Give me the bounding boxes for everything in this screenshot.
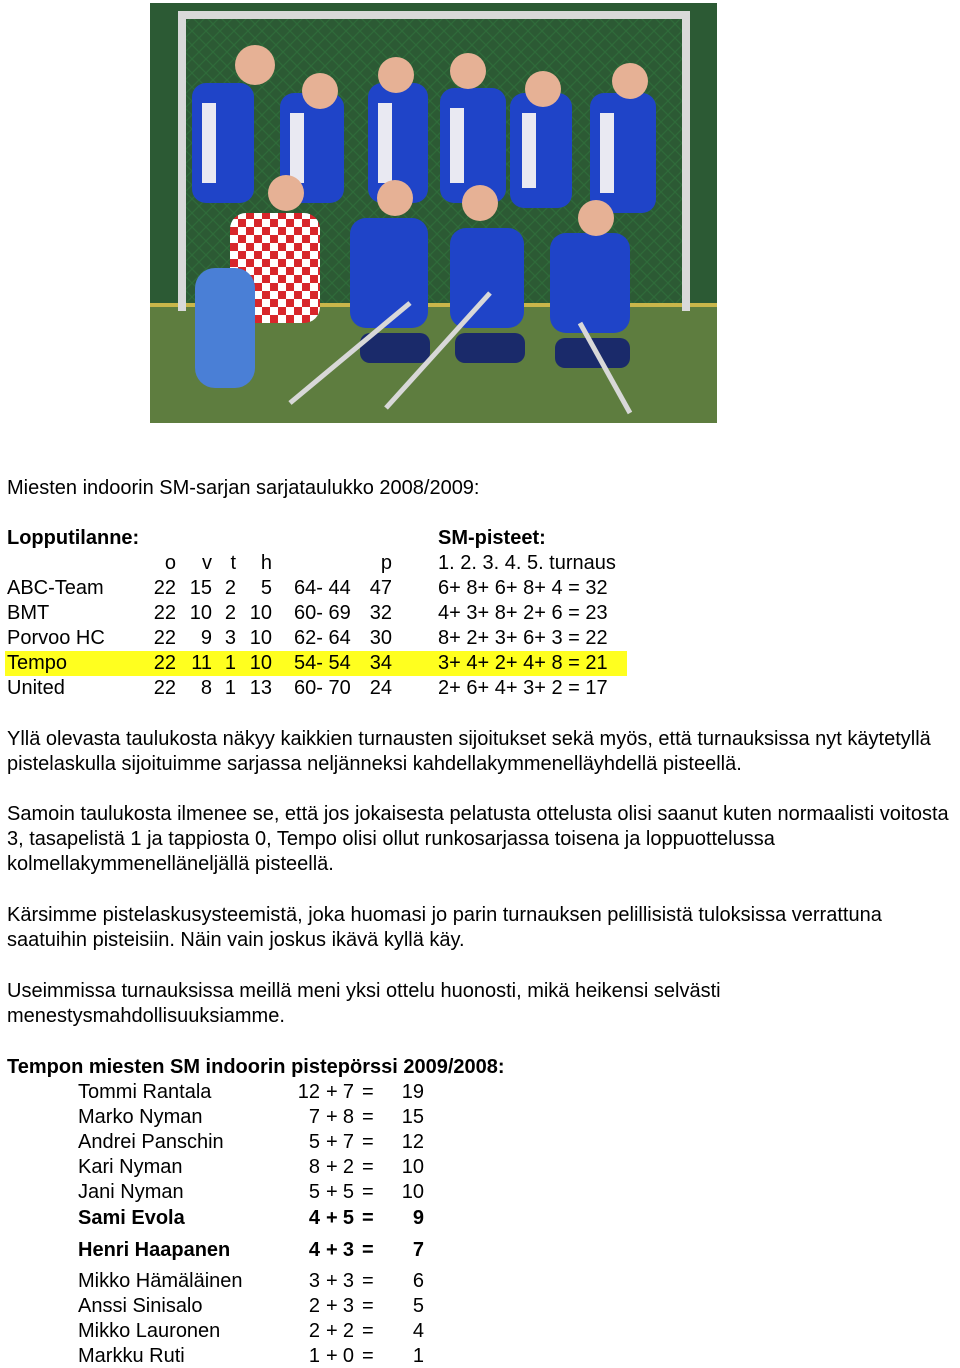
assists-value: 5: [342, 1207, 354, 1229]
assists-value: 3: [342, 1295, 354, 1317]
scorer-name: Kari Nyman: [78, 1156, 183, 1178]
plus-sign: +: [326, 1156, 338, 1178]
scorer-name: Marko Nyman: [78, 1106, 203, 1128]
plus-sign: +: [326, 1320, 338, 1342]
goals-value: 12: [297, 1081, 320, 1103]
equals-sign: =: [362, 1320, 374, 1342]
scorer-name: Tommi Rantala: [78, 1081, 212, 1103]
equals-sign: =: [362, 1239, 374, 1261]
sm-points: 8+ 2+ 3+ 6+ 3 = 22: [438, 627, 608, 649]
assists-value: 2: [342, 1320, 354, 1342]
scorer-name: Mikko Hämäläinen: [78, 1270, 243, 1292]
losses: 10: [249, 627, 272, 649]
points: 34: [369, 652, 392, 674]
goals-value: 1: [308, 1345, 320, 1367]
total-value: 10: [401, 1181, 424, 1203]
team-name: United: [7, 677, 65, 699]
equals-sign: =: [362, 1181, 374, 1203]
draws: 3: [224, 627, 236, 649]
scorer-name: Henri Haapanen: [78, 1239, 231, 1261]
goals-value: 8: [308, 1156, 320, 1178]
team-name: Porvoo HC: [7, 627, 105, 649]
total-value: 6: [412, 1270, 424, 1292]
wins: 9: [200, 627, 212, 649]
plus-sign: +: [326, 1106, 338, 1128]
losses: 13: [249, 677, 272, 699]
assists-value: 3: [342, 1270, 354, 1292]
plus-sign: +: [326, 1131, 338, 1153]
equals-sign: =: [362, 1106, 374, 1128]
assists-value: 8: [342, 1106, 354, 1128]
losses: 10: [249, 602, 272, 624]
team-name: BMT: [7, 602, 50, 624]
total-value: 1: [412, 1345, 424, 1367]
team-name: Tempo: [7, 652, 68, 674]
scorer-name: Sami Evola: [78, 1207, 185, 1229]
draws: 2: [224, 602, 236, 624]
played: 22: [153, 677, 176, 699]
goals: 62- 64: [294, 627, 351, 649]
column-header-t: t: [230, 552, 236, 574]
equals-sign: =: [362, 1295, 374, 1317]
total-value: 9: [412, 1207, 424, 1229]
plus-sign: +: [326, 1270, 338, 1292]
goals-value: 5: [308, 1131, 320, 1153]
points: 47: [369, 577, 392, 599]
plus-sign: +: [326, 1181, 338, 1203]
column-header-o: o: [164, 552, 176, 574]
assists-value: 7: [342, 1081, 354, 1103]
scorer-name: Mikko Lauronen: [78, 1320, 221, 1342]
assists-value: 5: [342, 1181, 354, 1203]
goals-value: 2: [308, 1320, 320, 1342]
goals: 60- 69: [294, 602, 351, 624]
goals-value: 3: [308, 1270, 320, 1292]
equals-sign: =: [362, 1207, 374, 1229]
sm-points: 2+ 6+ 4+ 3+ 2 = 17: [438, 677, 608, 699]
plus-sign: +: [326, 1345, 338, 1367]
team-photo-illustration: [150, 3, 717, 423]
assists-value: 2: [342, 1156, 354, 1178]
sm-points: 4+ 3+ 8+ 2+ 6 = 23: [438, 602, 608, 624]
played: 22: [153, 627, 176, 649]
total-value: 15: [401, 1106, 424, 1128]
column-header-p: p: [380, 552, 392, 574]
wins: 15: [189, 577, 212, 599]
page-title: Miesten indoorin SM-sarjan sarjataulukko 2008/2009:: [7, 477, 480, 499]
equals-sign: =: [362, 1156, 374, 1178]
played: 22: [153, 602, 176, 624]
wins: 8: [200, 677, 212, 699]
draws: 2: [224, 577, 236, 599]
sm-points-heading: SM-pisteet:: [438, 527, 546, 549]
losses: 10: [249, 652, 272, 674]
equals-sign: =: [362, 1345, 374, 1367]
played: 22: [153, 652, 176, 674]
scorers-heading: Tempon miesten SM indoorin pistepörssi 2009/2008:: [7, 1056, 505, 1078]
scorer-name: Markku Ruti: [78, 1345, 185, 1367]
wins: 10: [189, 602, 212, 624]
total-value: 7: [412, 1239, 424, 1261]
scorer-name: Andrei Panschin: [78, 1131, 224, 1153]
column-header-v: v: [202, 552, 212, 574]
paragraph-4: Useimmissa turnauksissa meillä meni yksi ottelu huonosti, mikä heikensi selvästi menestysmahdollisuuksiamme.: [7, 980, 721, 1027]
total-value: 19: [401, 1081, 424, 1103]
team-name: ABC-Team: [7, 577, 104, 599]
plus-sign: +: [326, 1239, 338, 1261]
goals-value: 2: [308, 1295, 320, 1317]
goals-value: 7: [308, 1106, 320, 1128]
plus-sign: +: [326, 1081, 338, 1103]
equals-sign: =: [362, 1131, 374, 1153]
goals-value: 4: [308, 1207, 320, 1229]
column-header-h: h: [260, 552, 272, 574]
goals-value: 5: [308, 1181, 320, 1203]
goals-value: 4: [308, 1239, 320, 1261]
losses: 5: [260, 577, 272, 599]
goals: 60- 70: [294, 677, 351, 699]
wins: 11: [191, 652, 212, 674]
total-value: 5: [412, 1295, 424, 1317]
plus-sign: +: [326, 1207, 338, 1229]
turnaus-header: 1. 2. 3. 4. 5. turnaus: [438, 552, 616, 574]
standings-heading: Lopputilanne:: [7, 527, 140, 549]
scorer-name: Anssi Sinisalo: [78, 1295, 203, 1317]
assists-value: 0: [342, 1345, 354, 1367]
paragraph-2: Samoin taulukosta ilmenee se, että jos jokaisesta pelatusta ottelusta olisi saanut kuten normaalisti voitosta 3, tasapelistä 1 ja tappiosta 0, Tempo olisi ollut runkosarjassa toisena ja loppuottelussa kolmellakymmenelläneljällä pisteellä.: [7, 803, 949, 875]
assists-value: 3: [342, 1239, 354, 1261]
assists-value: 7: [342, 1131, 354, 1153]
team-photo: [150, 3, 717, 423]
draws: 1: [224, 677, 236, 699]
equals-sign: =: [362, 1270, 374, 1292]
sm-points: 3+ 4+ 2+ 4+ 8 = 21: [438, 652, 608, 674]
total-value: 10: [401, 1156, 424, 1178]
plus-sign: +: [326, 1295, 338, 1317]
sm-points: 6+ 8+ 6+ 8+ 4 = 32: [438, 577, 608, 599]
points: 24: [369, 677, 392, 699]
total-value: 12: [401, 1131, 424, 1153]
goals: 54- 54: [294, 652, 351, 674]
points: 32: [369, 602, 392, 624]
equals-sign: =: [362, 1081, 374, 1103]
paragraph-1: Yllä olevasta taulukosta näkyy kaikkien turnausten sijoitukset sekä myös, että turnauksissa nyt käytetyllä pistelaskulla sijoituimme sarjassa neljänneksi kahdellakymmenelläyhdellä pisteellä.: [7, 728, 931, 775]
total-value: 4: [412, 1320, 424, 1342]
paragraph-3: Kärsimme pistelaskusysteemistä, joka huomasi jo parin turnauksen pelillisistä tuloksissa verrattuna saatuihin pisteisiin. Näin vain joskus ikävä kyllä käy.: [7, 904, 882, 951]
draws: 1: [224, 652, 236, 674]
points: 30: [369, 627, 392, 649]
goals: 64- 44: [294, 577, 351, 599]
scorer-name: Jani Nyman: [78, 1181, 184, 1203]
played: 22: [153, 577, 176, 599]
